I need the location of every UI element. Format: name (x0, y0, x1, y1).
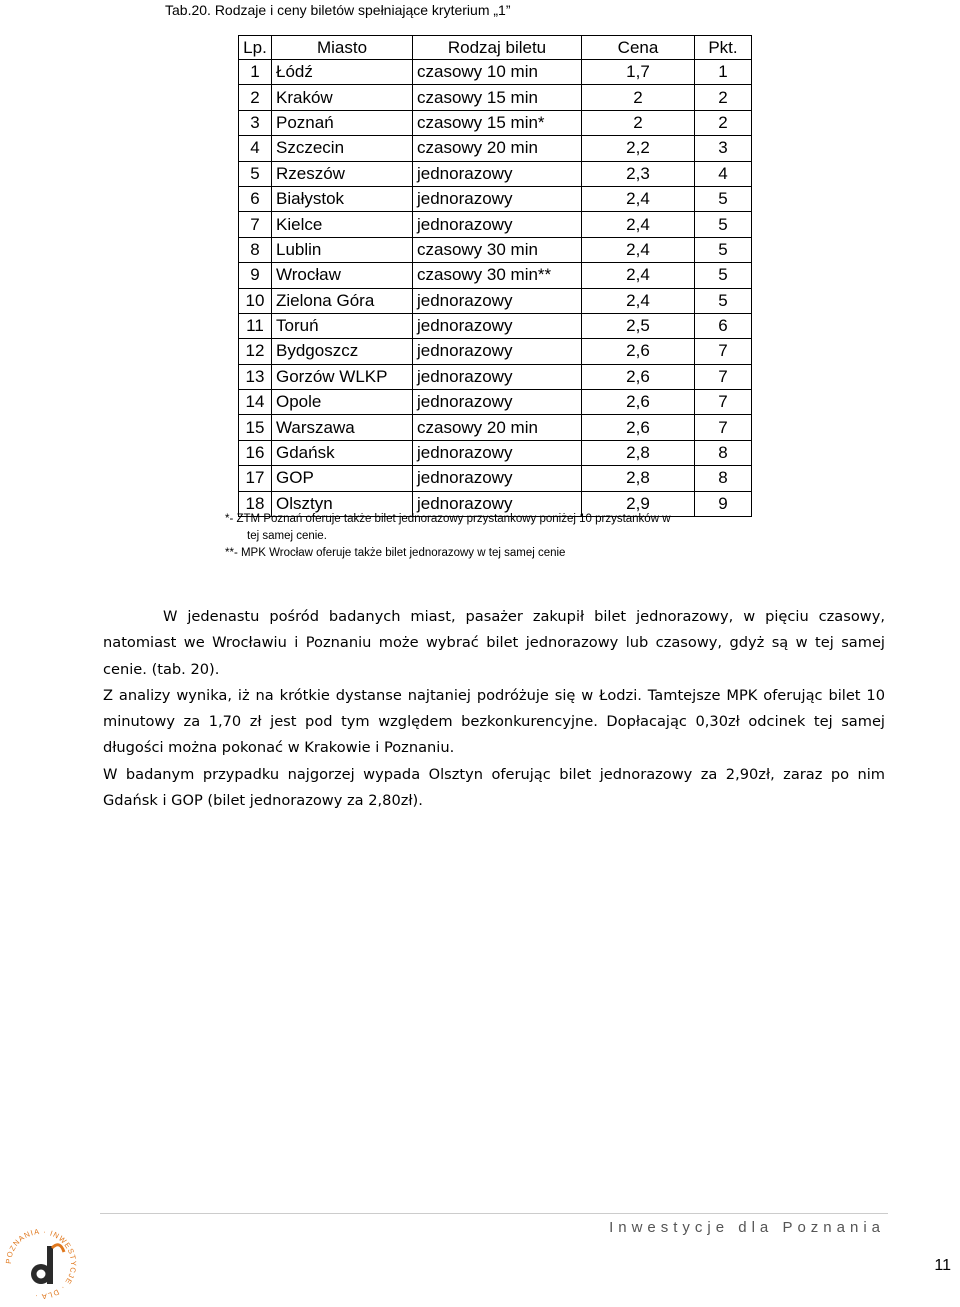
cell-city: Bydgoszcz (272, 339, 413, 364)
cell-ticket-type: jednorazowy (413, 364, 582, 389)
cell-city: Opole (272, 390, 413, 415)
table-caption: Tab.20. Rodzaje i ceny biletów spełniające kryterium „1” (165, 2, 511, 18)
cell-lp: 13 (239, 364, 272, 389)
cell-price: 2,4 (582, 212, 695, 237)
cell-points: 5 (695, 288, 752, 313)
table-row (239, 212, 752, 237)
table-row (239, 313, 752, 338)
table-row (239, 186, 752, 211)
cell-lp: 12 (239, 339, 272, 364)
cell-lp: 2 (239, 85, 272, 110)
table-row (239, 415, 752, 440)
cell-city: Warszawa (272, 415, 413, 440)
cell-price: 1,7 (582, 60, 695, 85)
table-row (239, 60, 752, 85)
cell-price: 2,6 (582, 364, 695, 389)
cell-city: Toruń (272, 313, 413, 338)
cell-lp: 8 (239, 237, 272, 262)
cell-ticket-type: czasowy 10 min (413, 60, 582, 85)
cell-points: 3 (695, 136, 752, 161)
cell-price: 2,6 (582, 390, 695, 415)
table-row (239, 136, 752, 161)
cell-ticket-type: czasowy 15 min (413, 85, 582, 110)
cell-city: Olsztyn (272, 491, 413, 516)
table-row (239, 466, 752, 491)
cell-lp: 4 (239, 136, 272, 161)
paragraph-1: W jedenastu pośród badanych miast, pasażer zakupił bilet jednorazowy, w pięciu czasowy, natomiast we Wrocławiu i Poznaniu może wybrać bilet jednorazowy lub czasowy, gdyż są w tej samej cenie. (tab. 20). (103, 608, 885, 678)
cell-price: 2,4 (582, 237, 695, 262)
header-city: Miasto (272, 36, 413, 60)
table-row (239, 110, 752, 135)
cell-ticket-type: czasowy 20 min (413, 136, 582, 161)
cell-ticket-type: jednorazowy (413, 440, 582, 465)
header-points: Pkt. (695, 36, 752, 60)
paragraph-3: W badanym przypadku najgorzej wypada Olsztyn oferując bilet jednorazowy za 2,90zł, zaraz po nim Gdańsk i GOP (bilet jednorazowy za 2,80zł). (103, 765, 885, 810)
cell-price: 2,6 (582, 415, 695, 440)
cell-lp: 16 (239, 440, 272, 465)
cell-points: 7 (695, 390, 752, 415)
cell-points: 2 (695, 85, 752, 110)
cell-ticket-type: jednorazowy (413, 288, 582, 313)
cell-points: 7 (695, 415, 752, 440)
table-body (239, 60, 752, 517)
cell-points: 4 (695, 161, 752, 186)
cell-city: Gorzów WLKP (272, 364, 413, 389)
table-row (239, 161, 752, 186)
cell-price: 2,2 (582, 136, 695, 161)
cell-points: 5 (695, 212, 752, 237)
cell-lp: 7 (239, 212, 272, 237)
footnote-2: **- MPK Wrocław oferuje także bilet jednorazowy w tej samej cenie (225, 547, 566, 559)
cell-points: 9 (695, 491, 752, 516)
cell-ticket-type: jednorazowy (413, 212, 582, 237)
footnotes (225, 511, 695, 562)
cell-price: 2,8 (582, 440, 695, 465)
cell-price: 2,4 (582, 288, 695, 313)
table-row (239, 85, 752, 110)
cell-points: 2 (695, 110, 752, 135)
cell-lp: 3 (239, 110, 272, 135)
footer-text: Inwestycje dla Poznania (609, 1219, 885, 1236)
cell-price: 2,9 (582, 491, 695, 516)
ticket-table (238, 35, 752, 517)
cell-city: Rzeszów (272, 161, 413, 186)
header-price: Cena (582, 36, 695, 60)
cell-ticket-type: jednorazowy (413, 339, 582, 364)
cell-lp: 6 (239, 186, 272, 211)
footnote-1-continuation: tej samej cenie. (247, 530, 327, 542)
cell-city: Poznań (272, 110, 413, 135)
cell-city: Wrocław (272, 263, 413, 288)
cell-city: Lublin (272, 237, 413, 262)
cell-city: Kraków (272, 85, 413, 110)
header-lp: Lp. (239, 36, 272, 60)
cell-price: 2,5 (582, 313, 695, 338)
cell-points: 7 (695, 339, 752, 364)
header-ticket-type: Rodzaj biletu (413, 36, 582, 60)
cell-city: Gdańsk (272, 440, 413, 465)
footer-divider (100, 1213, 888, 1214)
cell-price: 2 (582, 110, 695, 135)
cell-lp: 11 (239, 313, 272, 338)
table-row (239, 440, 752, 465)
cell-city: Białystok (272, 186, 413, 211)
cell-ticket-type: jednorazowy (413, 390, 582, 415)
cell-ticket-type: jednorazowy (413, 313, 582, 338)
cell-points: 8 (695, 440, 752, 465)
footnote-1: *- ZTM Poznań oferuje także bilet jednorazowy przystankowy poniżej 10 przystanków w (225, 513, 671, 525)
cell-ticket-type: jednorazowy (413, 466, 582, 491)
cell-price: 2,4 (582, 263, 695, 288)
cell-lp: 14 (239, 390, 272, 415)
table-header-row (239, 36, 752, 60)
cell-price: 2,6 (582, 339, 695, 364)
table-row (239, 263, 752, 288)
logo-icon (2, 1224, 80, 1304)
cell-lp: 10 (239, 288, 272, 313)
cell-lp: 15 (239, 415, 272, 440)
cell-ticket-type: czasowy 30 min** (413, 263, 582, 288)
table-row (239, 390, 752, 415)
cell-lp: 1 (239, 60, 272, 85)
body-text (103, 604, 885, 814)
logo-ring-text: POZNANIA · INWESTYCJE · DLA · (3, 1226, 79, 1302)
cell-ticket-type: czasowy 30 min (413, 237, 582, 262)
cell-city: GOP (272, 466, 413, 491)
cell-city: Kielce (272, 212, 413, 237)
cell-points: 7 (695, 364, 752, 389)
cell-lp: 9 (239, 263, 272, 288)
cell-ticket-type: czasowy 15 min* (413, 110, 582, 135)
cell-price: 2 (582, 85, 695, 110)
table-row (239, 237, 752, 262)
cell-ticket-type: czasowy 20 min (413, 415, 582, 440)
cell-points: 5 (695, 186, 752, 211)
cell-ticket-type: jednorazowy (413, 491, 582, 516)
cell-city: Szczecin (272, 136, 413, 161)
cell-ticket-type: jednorazowy (413, 161, 582, 186)
cell-lp: 17 (239, 466, 272, 491)
cell-points: 6 (695, 313, 752, 338)
cell-points: 1 (695, 60, 752, 85)
cell-points: 5 (695, 263, 752, 288)
cell-points: 8 (695, 466, 752, 491)
page-number: 11 (934, 1257, 951, 1274)
paragraph-2: Z analizy wynika, iż na krótkie dystanse najtaniej podróżuje się w Łodzi. Tamtejsze MPK oferując bilet 10 minutowy za 1,70 zł jest pod tym względem bezkonkurencyjne. Dopłacając 0,30zł odcinek tej samej długości można pokonać w Krakowie i Poznaniu. (103, 686, 885, 757)
cell-points: 5 (695, 237, 752, 262)
cell-ticket-type: jednorazowy (413, 186, 582, 211)
cell-price: 2,4 (582, 186, 695, 211)
cell-lp: 18 (239, 491, 272, 516)
cell-lp: 5 (239, 161, 272, 186)
table-row (239, 288, 752, 313)
table-row (239, 339, 752, 364)
cell-price: 2,8 (582, 466, 695, 491)
table-row (239, 364, 752, 389)
cell-city: Łódź (272, 60, 413, 85)
cell-price: 2,3 (582, 161, 695, 186)
cell-city: Zielona Góra (272, 288, 413, 313)
